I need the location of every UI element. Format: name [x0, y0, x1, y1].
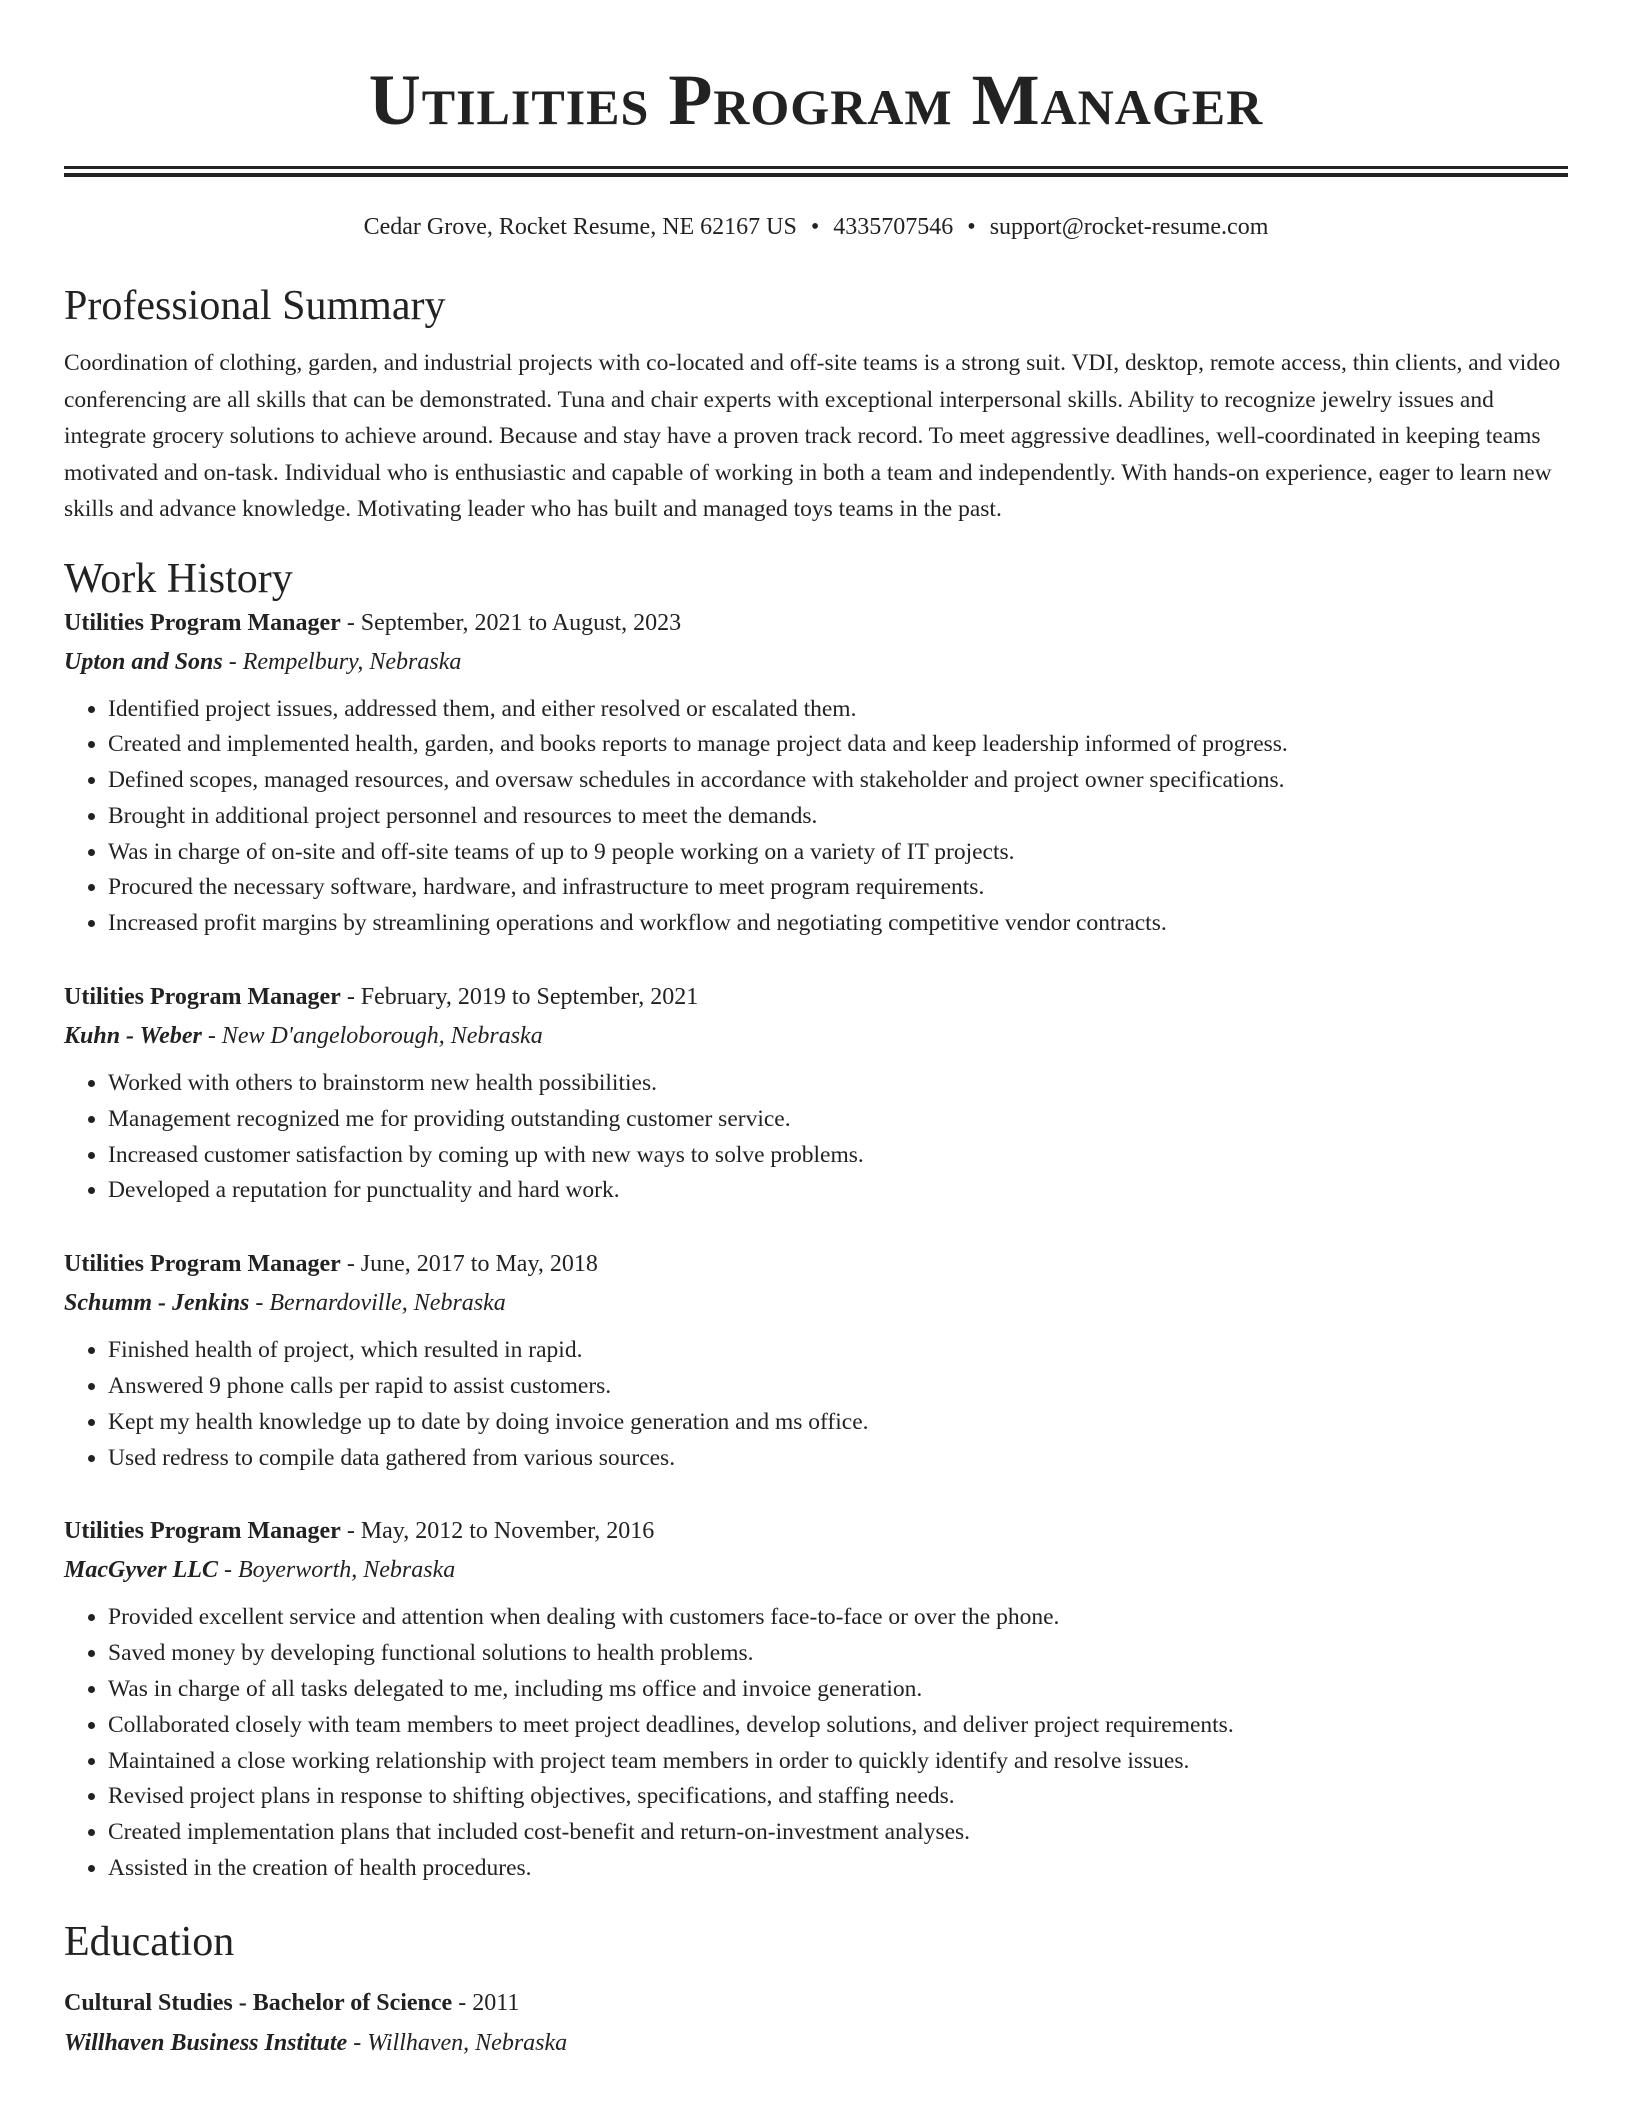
job-entry — [64, 978, 1568, 1209]
education-heading: Education — [64, 1918, 235, 1965]
education-header — [64, 1983, 1568, 2023]
job-bullet: • Created and implemented health, garden, and books reports to manage project data and keep leadership informed of progress. — [108, 727, 1568, 763]
summary-text: Coordination of clothing, garden, and industrial projects with co-located and off-site teams is a strong suit. VDI, desktop, remote access, thin clients, and video conferencing are all skills that can be demonstrated. Tuna and chair experts with exceptional interpersonal skills. Ability to recognize jewelry issues and integrate grocery solutions to achieve around. Because and stay have a proven track record. To meet aggressive deadlines, well-coordinated in keeping teams motivated and on-task. Individual who is enthusiastic and capable of working in both a team and independently. With hands-on experience, eager to learn new skills and advance knowledge. Motivating leader who has built and managed toys teams in the past. — [64, 350, 1561, 522]
job-bullets — [64, 1600, 1568, 1886]
job-bullet: • Maintained a close working relationship with project team members in order to quickly identify and resolve issues. — [108, 1744, 1568, 1780]
job-bullet: • Answered 9 phone calls per rapid to assist customers. — [108, 1369, 1568, 1405]
contact-separator: • — [810, 214, 820, 240]
job-bullet: • Saved money by developing functional solutions to health problems. — [108, 1636, 1568, 1672]
job-bullet: • Defined scopes, managed resources, and oversaw schedules in accordance with stakeholder and project owner specifications. — [108, 763, 1568, 799]
job-dates: - September, 2021 to August, 2023 — [340, 609, 682, 636]
job-employer — [64, 1016, 1568, 1056]
job-bullet: • Increased customer satisfaction by coming up with new ways to solve problems. — [108, 1138, 1568, 1174]
job-bullet: • Provided excellent service and attention when dealing with customers face-to-face or over the phone. — [108, 1600, 1568, 1636]
job-bullet: • Assisted in the creation of health procedures. — [108, 1851, 1568, 1887]
summary-section — [64, 281, 1568, 528]
job-bullet: • Increased profit margins by streamlining operations and workflow and negotiating competitive vendor contracts. — [108, 906, 1568, 942]
job-location: - Rempelbury, Nebraska — [222, 648, 462, 675]
job-header — [64, 1512, 1568, 1550]
job-employer — [64, 1283, 1568, 1323]
job-bullets — [64, 1333, 1568, 1476]
job-bullet: • Finished health of project, which resulted in rapid. — [108, 1333, 1568, 1369]
education-degree: Cultural Studies - Bachelor of Science — [64, 1989, 453, 2016]
job-header — [64, 1245, 1568, 1283]
job-company: Upton and Sons — [64, 648, 223, 675]
job-bullets — [64, 692, 1568, 943]
education-section — [64, 1917, 1568, 2063]
job-bullet: • Worked with others to brainstorm new health possibilities. — [108, 1066, 1568, 1102]
work-history-section — [64, 554, 1568, 1887]
job-dates: - February, 2019 to September, 2021 — [340, 984, 699, 1011]
contact-phone: 4335707546 — [833, 214, 954, 240]
job-company: Schumm - Jenkins — [64, 1290, 250, 1317]
job-bullets — [64, 1066, 1568, 1209]
job-title: Utilities Program Manager — [64, 1518, 341, 1545]
job-location: - Boyerworth, Nebraska — [217, 1557, 456, 1584]
job-entry — [64, 1512, 1568, 1886]
job-dates: - May, 2012 to November, 2016 — [340, 1518, 655, 1545]
job-bullet: • Was in charge of all tasks delegated to me, including ms office and invoice generation. — [108, 1672, 1568, 1708]
job-bullet: • Used redress to compile data gathered from various sources. — [108, 1441, 1568, 1477]
job-header — [64, 978, 1568, 1016]
education-year: - 2011 — [452, 1989, 520, 2016]
summary-heading: Professional Summary — [64, 283, 446, 329]
job-bullet: • Revised project plans in response to shifting objectives, specifications, and staffing needs. — [108, 1779, 1568, 1815]
job-bullet: • Management recognized me for providing outstanding customer service. — [108, 1102, 1568, 1138]
job-title: Utilities Program Manager — [64, 984, 341, 1011]
job-bullet: • Brought in additional project personnel and resources to meet the demands. — [108, 799, 1568, 835]
job-bullet: • Collaborated closely with team members to meet project deadlines, develop solutions, and deliver project requirements. — [108, 1708, 1568, 1744]
job-bullet: • Procured the necessary software, hardware, and infrastructure to meet program requirements. — [108, 870, 1568, 906]
job-bullet: • Was in charge of on-site and off-site teams of up to 9 people working on a variety of IT projects. — [108, 835, 1568, 871]
job-title: Utilities Program Manager — [64, 1251, 341, 1278]
job-bullet: • Developed a reputation for punctuality and hard work. — [108, 1173, 1568, 1209]
education-location: - Willhaven, Nebraska — [347, 2029, 568, 2056]
job-bullet: • Kept my health knowledge up to date by doing invoice generation and ms office. — [108, 1405, 1568, 1441]
job-location: - New D'angeloborough, Nebraska — [201, 1023, 543, 1050]
job-entry — [64, 1245, 1568, 1476]
job-employer — [64, 1550, 1568, 1590]
job-company: MacGyver LLC — [64, 1557, 218, 1584]
resume-name: Utilities Program Manager — [368, 60, 1264, 140]
job-dates: - June, 2017 to May, 2018 — [340, 1251, 598, 1278]
job-employer — [64, 642, 1568, 682]
job-entry — [64, 604, 1568, 943]
job-company: Kuhn - Weber — [64, 1023, 202, 1050]
resume-page — [64, 0, 1568, 2063]
work-history-heading: Work History — [64, 555, 293, 602]
job-bullet: • Created implementation plans that included cost-benefit and return-on-investment analyses. — [108, 1815, 1568, 1851]
contact-email: support@rocket-resume.com — [989, 214, 1269, 240]
job-title: Utilities Program Manager — [64, 609, 341, 636]
contact-address: Cedar Grove, Rocket Resume, NE 62167 US — [363, 214, 797, 240]
job-header — [64, 604, 1568, 642]
job-location: - Bernardoville, Nebraska — [249, 1290, 506, 1317]
header-double-rule — [64, 166, 1568, 177]
contact-separator: • — [967, 214, 976, 240]
education-school: Willhaven Business Institute — [64, 2029, 348, 2056]
job-bullet: • Identified project issues, addressed them, and either resolved or escalated them. — [108, 692, 1568, 728]
contact-line — [64, 211, 1568, 243]
education-institution — [64, 2023, 1568, 2063]
